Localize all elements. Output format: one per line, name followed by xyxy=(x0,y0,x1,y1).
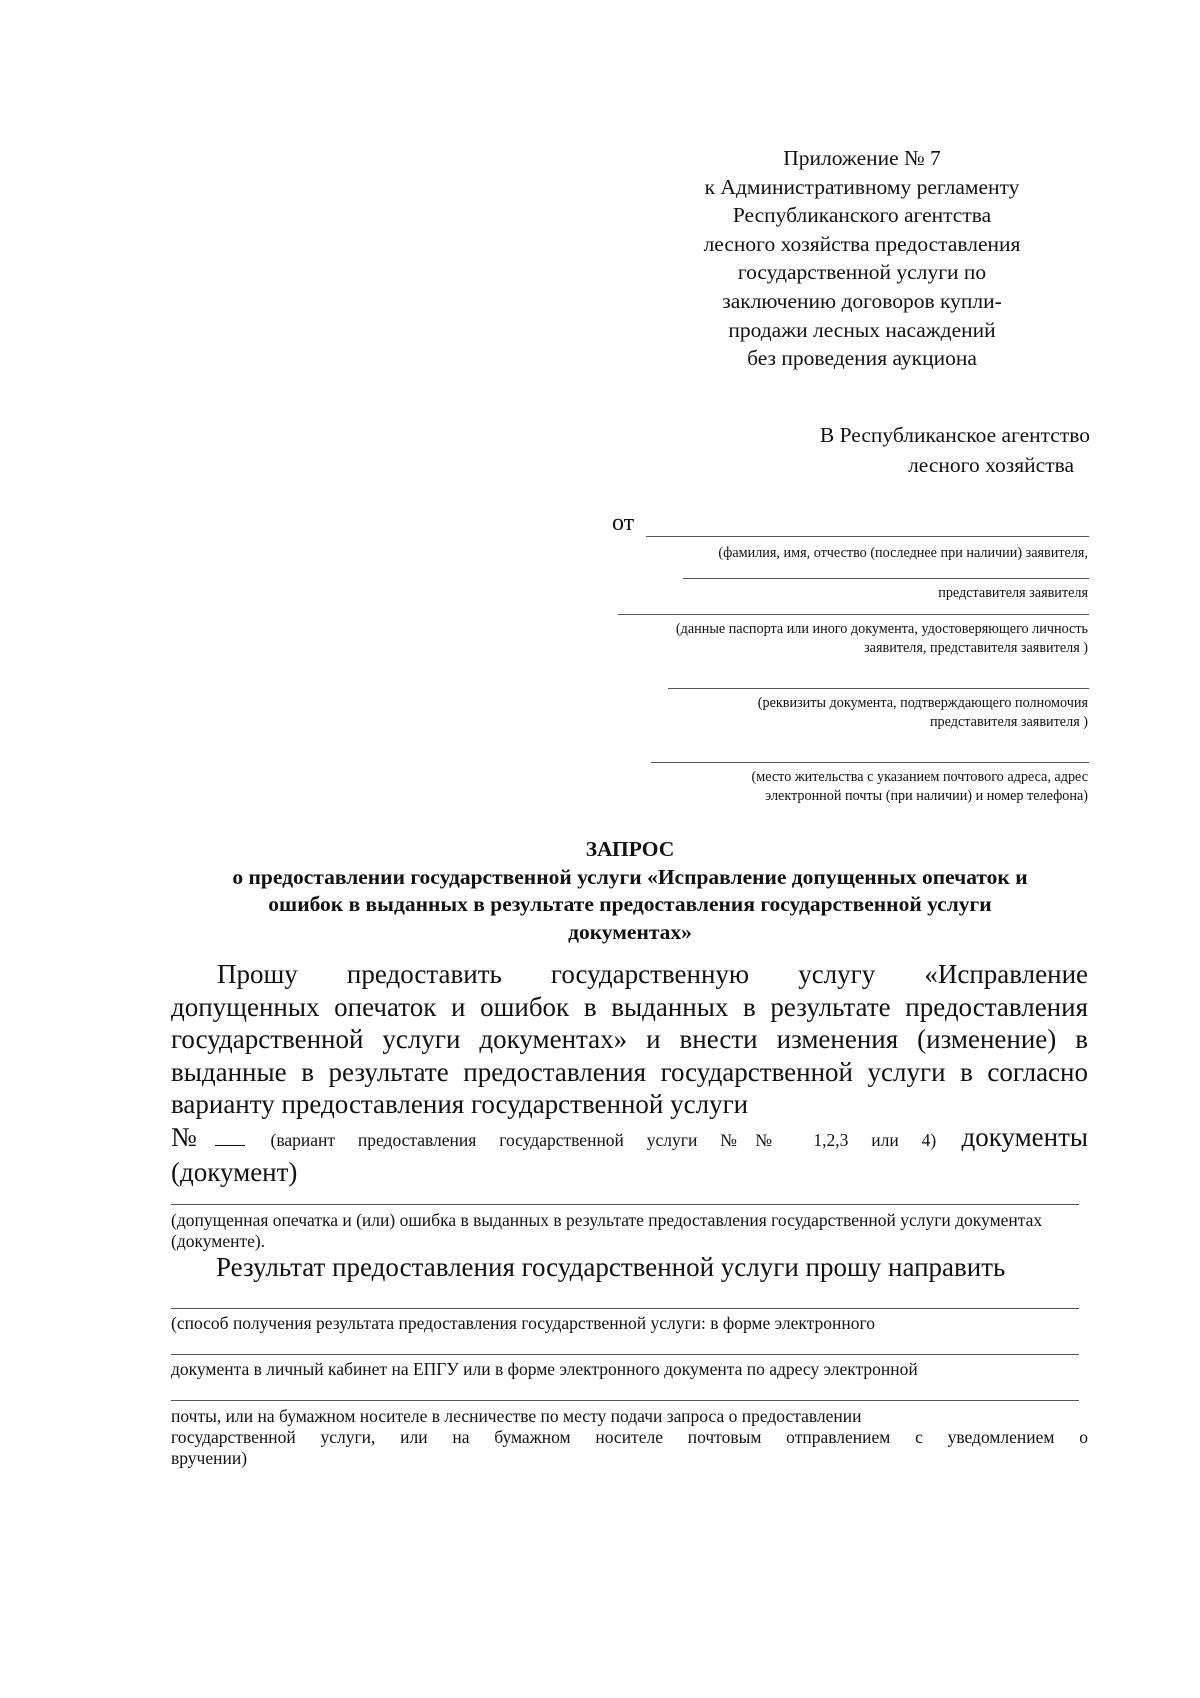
appendix-line: к Административному регламенту xyxy=(704,174,1020,199)
request-subtitle-line: ошибок в выданных в результате предоставления государственной услуги xyxy=(268,892,992,916)
appendix-line: лесного хозяйства предоставления xyxy=(703,231,1021,256)
from-label: от xyxy=(612,510,635,536)
addressee-line: В Республиканское агентство xyxy=(819,423,1090,447)
method-caption: документа в личный кабинет на ЕПГУ или в форме электронного документа по адресу электронной xyxy=(171,1359,918,1379)
addressee-line: лесного хозяйства xyxy=(908,453,1074,477)
error-description-field[interactable] xyxy=(171,1204,1079,1205)
appendix-line: государственной услуги по xyxy=(737,260,987,285)
appendix-line: продажи лесных насаждений xyxy=(728,317,996,342)
appendix-header xyxy=(660,144,1064,373)
fio-caption: (фамилия, имя, отчество (последнее при наличии) заявителя, xyxy=(718,545,1088,561)
passport-caption: (данные паспорта или иного документа, удостоверяющего личность xyxy=(675,621,1088,637)
documents-word: документы xyxy=(961,1121,1089,1152)
address-field[interactable] xyxy=(651,762,1089,763)
representative-field[interactable] xyxy=(683,578,1089,579)
variant-line xyxy=(171,1121,1088,1157)
request-heading: ЗАПРОС xyxy=(585,837,675,861)
variant-number-field[interactable] xyxy=(215,1123,245,1146)
appendix-line: Приложение № 7 xyxy=(783,146,941,170)
applicant-fio-field[interactable] xyxy=(646,536,1089,537)
addressee-block xyxy=(670,420,1090,480)
result-line: Результат предоставления государственной услуги прошу направить xyxy=(216,1252,1006,1282)
document-word: (документ) xyxy=(171,1157,298,1187)
paragraph-line: Прошу предоставить государственную услугу «Исправление xyxy=(217,959,1088,989)
authority-caption: (реквизиты документа, подтверждающего полномочия xyxy=(757,695,1088,711)
result-method-field[interactable] xyxy=(171,1308,1079,1309)
method-caption: государственной услуги, или на бумажном носителе почтовым отправлением с уведомлением о xyxy=(171,1427,1088,1447)
number-sign: № xyxy=(171,1121,216,1152)
appendix-line: без проведения аукциона xyxy=(747,346,977,371)
error-caption: (допущенная опечатка и (или) ошибка в выданных в результате предоставления государственной услуги документах (документе). xyxy=(171,1210,1043,1251)
representative-caption: представителя заявителя xyxy=(938,585,1088,601)
method-caption: почты, или на бумажном носителе в лесничестве по месту подачи запроса о предоставлении xyxy=(171,1406,862,1426)
authority-caption: представителя заявителя ) xyxy=(929,714,1088,730)
appendix-line: Республиканского агентства xyxy=(732,203,992,228)
appendix-line: заключению договоров купли- xyxy=(722,288,1002,313)
passport-field[interactable] xyxy=(618,614,1089,615)
method-caption: (способ получения результата предоставления государственной услуги: в форме электронного xyxy=(171,1313,875,1333)
variant-note: (вариант предоставления государственной услуги №№ 1,2,3 или 4) xyxy=(270,1129,937,1150)
authority-field[interactable] xyxy=(668,688,1089,689)
address-caption: электронной почты (при наличии) и номер телефона) xyxy=(765,788,1088,804)
request-paragraph xyxy=(171,958,1088,1189)
request-title xyxy=(110,836,1150,946)
paragraph-line: выданные в результате предоставления государственной услуги в согласно xyxy=(171,1056,1088,1087)
request-subtitle-line: о предоставлении государственной услуги «Исправление допущенных опечаток и xyxy=(232,864,1028,889)
method-caption-block xyxy=(171,1406,1088,1469)
paragraph-line: государственной услуги документах» и внести изменения (изменение) в xyxy=(171,1024,1088,1054)
paragraph-line: допущенных опечаток и ошибок в выданных в результате предоставления xyxy=(171,991,1088,1022)
request-subtitle-line: документах» xyxy=(568,919,692,944)
passport-caption: заявителя, представителя заявителя ) xyxy=(864,640,1088,656)
method-caption: вручении) xyxy=(171,1448,248,1468)
result-method-field[interactable] xyxy=(171,1400,1079,1401)
paragraph-line: варианту предоставления государственной услуги xyxy=(171,1089,749,1119)
result-method-field[interactable] xyxy=(171,1354,1079,1355)
address-caption: (место жительства с указанием почтового адреса, адрес xyxy=(751,769,1088,785)
